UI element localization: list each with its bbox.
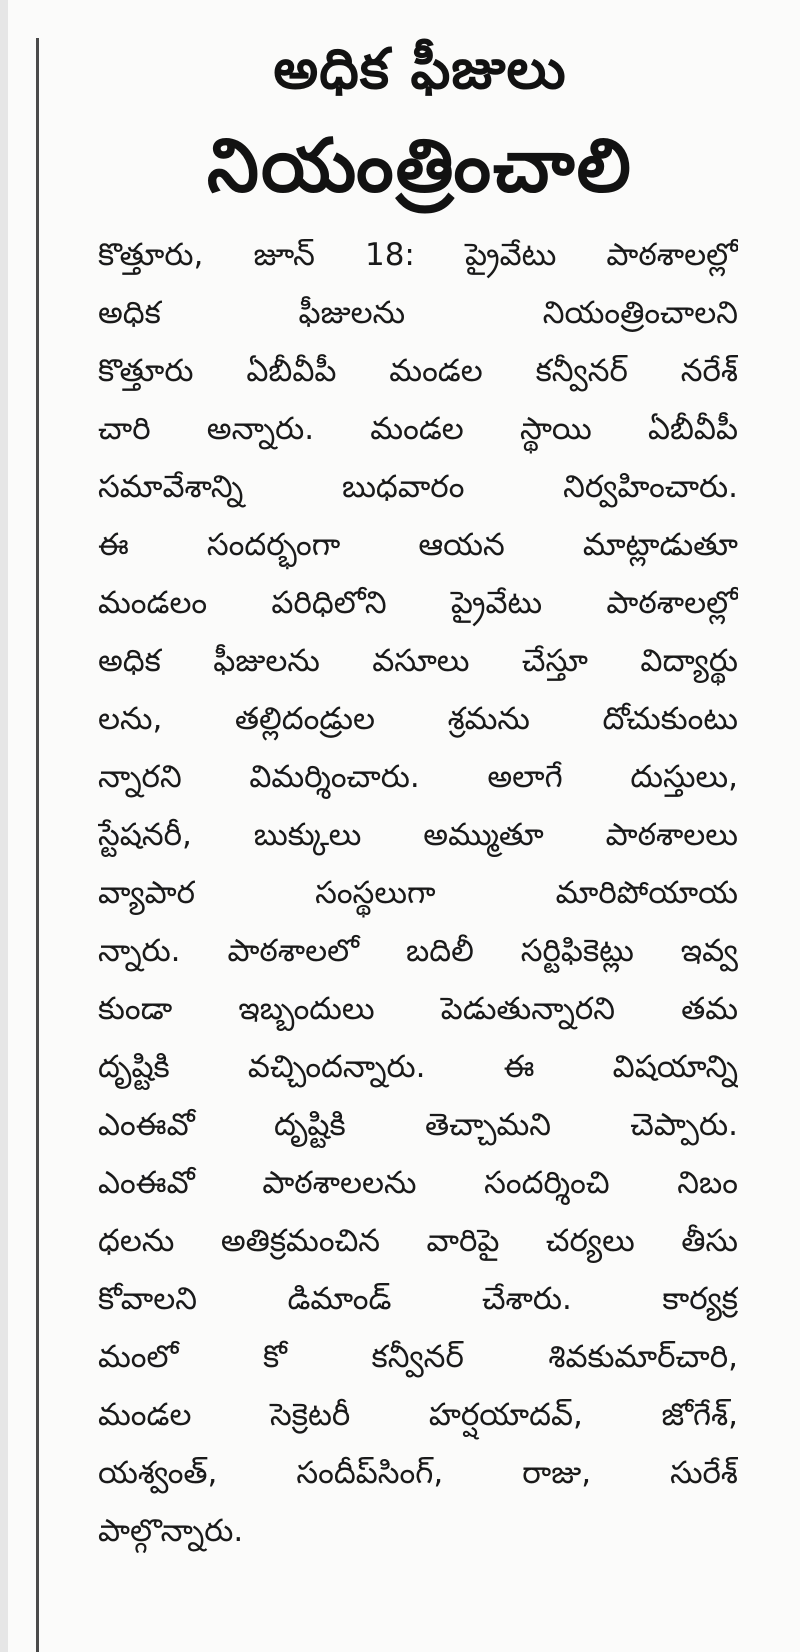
article-line: న్నారు. పాఠశాలలో బదిలీ సర్టిఫికెట్లు ఇవ్వ	[98, 933, 738, 969]
column-rule	[36, 38, 39, 1652]
article-line: న్నారని విమర్శించారు. అలాగే దుస్తులు,	[98, 759, 738, 795]
article-line: లను, తల్లిదండ్రుల శ్రమను దోచుకుంటు	[98, 701, 738, 737]
article-line: స్టేషనరీ, బుక్కులు అమ్ముతూ పాఠశాలలు	[98, 817, 738, 853]
article-line: మండలం పరిధిలోని ప్రైవేటు పాఠశాలల్లో	[98, 585, 738, 621]
article-line: కుండా ఇబ్బందులు పెడుతున్నారని తమ	[98, 991, 738, 1027]
article-line: కొత్తూరు ఏబీవీపీ మండల కన్వీనర్ నరేశ్	[98, 353, 738, 389]
article-line-last: పాల్గొన్నారు.	[98, 1513, 244, 1549]
article-line: మండల సెక్రెటరీ హర్షయాదవ్, జోగేశ్,	[98, 1397, 738, 1433]
article-line: చారి అన్నారు. మండల స్థాయి ఏబీవీపీ	[98, 411, 738, 447]
article-line: దృష్టికి వచ్చిందన్నారు. ఈ విషయాన్ని	[98, 1049, 738, 1085]
headline-line-1: అధిక ఫీజులు	[273, 37, 567, 102]
article-line: ఈ సందర్భంగా ఆయన మాట్లాడుతూ	[98, 527, 738, 563]
article-line: ఎంఈవో పాఠశాలలను సందర్శించి నిబం	[98, 1165, 738, 1201]
article-body	[98, 226, 738, 1560]
headline-line-2: నియంత్రించాలి	[207, 123, 633, 209]
page-edge-shade	[0, 0, 8, 1652]
article-line: యశ్వంత్, సందీప్‌సింగ్, రాజు, సురేశ్	[98, 1455, 738, 1491]
article-line: అధిక ఫీజులను వసూలు చేస్తూ విద్యార్థు	[98, 643, 738, 679]
article-line: ధలను అతిక్రమంచిన వారిపై చర్యలు తీసు	[98, 1223, 738, 1259]
article-line: కొత్తూరు, జూన్ 18: ప్రైవేటు పాఠశాలల్లో	[98, 237, 738, 273]
article-line: కోవాలని డిమాండ్ చేశారు. కార్యక్ర	[98, 1281, 738, 1317]
article-line: మంలో కో కన్వీనర్ శివకుమార్‌చారి,	[98, 1339, 738, 1375]
article-line: వ్యాపార సంస్థలుగా మారిపోయాయ	[98, 875, 738, 911]
article-line: అధిక ఫీజులను నియంత్రించాలని	[98, 295, 738, 331]
article-line: ఎంఈవో దృష్టికి తెచ్చామని చెప్పారు.	[98, 1107, 738, 1143]
article-line: సమావేశాన్ని బుధవారం నిర్వహించారు.	[98, 469, 738, 505]
